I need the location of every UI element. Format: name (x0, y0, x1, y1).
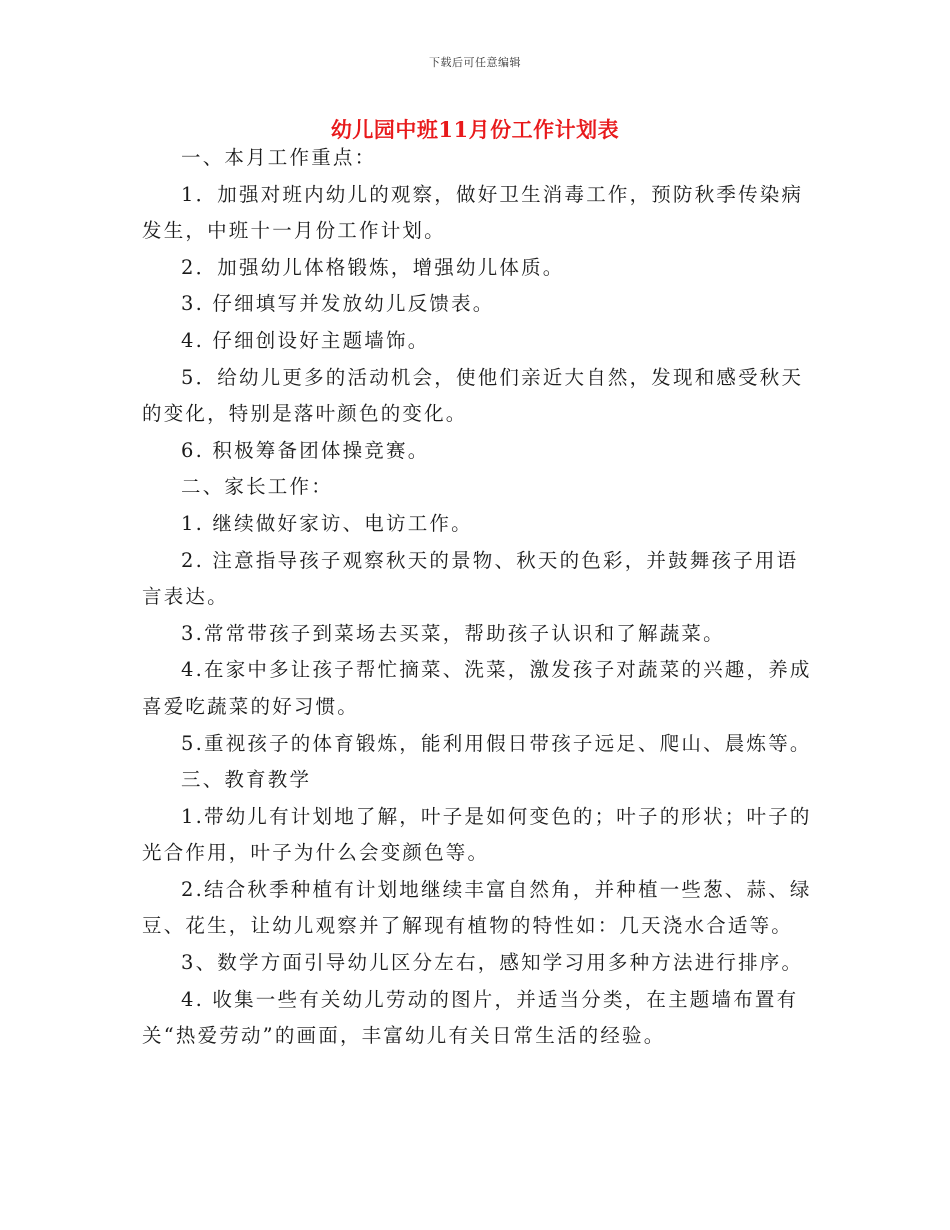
paragraph-focus-2: 2．加强幼儿体格锻炼，增强幼儿体质。 (181, 255, 565, 279)
paragraph-focus-1: 1．加强对班内幼儿的观察，做好卫生消毒工作，预防秋季传染病发生，中班十一月份工作计划。 (142, 182, 804, 243)
paragraph-focus-6: 6. 积极筹备团体操竞赛。 (181, 438, 430, 462)
paragraph-parent-3: 3.常常带孩子到菜场去买菜，帮助孩子认识和了解蔬菜。 (181, 621, 725, 645)
paragraph-education-4: 4. 收集一些有关幼儿劳动的图片，并适当分类，在主题墙布置有关“热爱劳动”的画面，丰富幼儿有关日常生活的经验。 (142, 987, 799, 1048)
paragraph-parent-1: 1. 继续做好家访、电访工作。 (181, 511, 473, 535)
page-header-note: 下载后可任意编辑 (429, 56, 521, 69)
paragraph-education-1: 1.带幼儿有计划地了解，叶子是如何变色的；叶子的形状；叶子的光合作用，叶子为什么会变颜色等。 (142, 804, 812, 865)
paragraph-parent-4: 4.在家中多让孩子帮忙摘菜、洗菜，激发孩子对蔬菜的兴趣，养成喜爱吃蔬菜的好习惯。 (142, 658, 812, 718)
section-heading-work-focus: 一、本月工作重点： (181, 146, 377, 169)
section-heading-education: 三、教育教学 (181, 768, 312, 792)
document-body (142, 140, 812, 1055)
paragraph-education-3: 3、数学方面引导幼儿区分左右，感知学习用多种方法进行排序。 (181, 951, 804, 975)
paragraph-parent-2: 2. 注意指导孩子观察秋天的景物、秋天的色彩，并鼓舞孩子用语言表达。 (142, 548, 799, 609)
paragraph-focus-5: 5．给幼儿更多的活动机会，使他们亲近大自然，发现和感受秋天的变化，特别是落叶颜色的变化。 (142, 365, 804, 426)
document-title: 幼儿园中班11月份工作计划表 (330, 117, 620, 142)
paragraph-parent-5: 5.重视孩子的体育锻炼，能利用假日带孩子远足、爬山、晨炼等。 (181, 731, 812, 755)
paragraph-focus-4: 4. 仔细创设好主题墙饰。 (181, 328, 430, 352)
paragraph-education-2: 2.结合秋季种植有计划地继续丰富自然角，并种植一些葱、蒜、绿豆、花生，让幼儿观察并了解现有植物的特性如：几天浇水合适等。 (142, 877, 812, 938)
paragraph-focus-3: 3. 仔细填写并发放幼儿反馈表。 (181, 292, 495, 316)
section-heading-parent-work: 二、家长工作： (181, 475, 333, 499)
